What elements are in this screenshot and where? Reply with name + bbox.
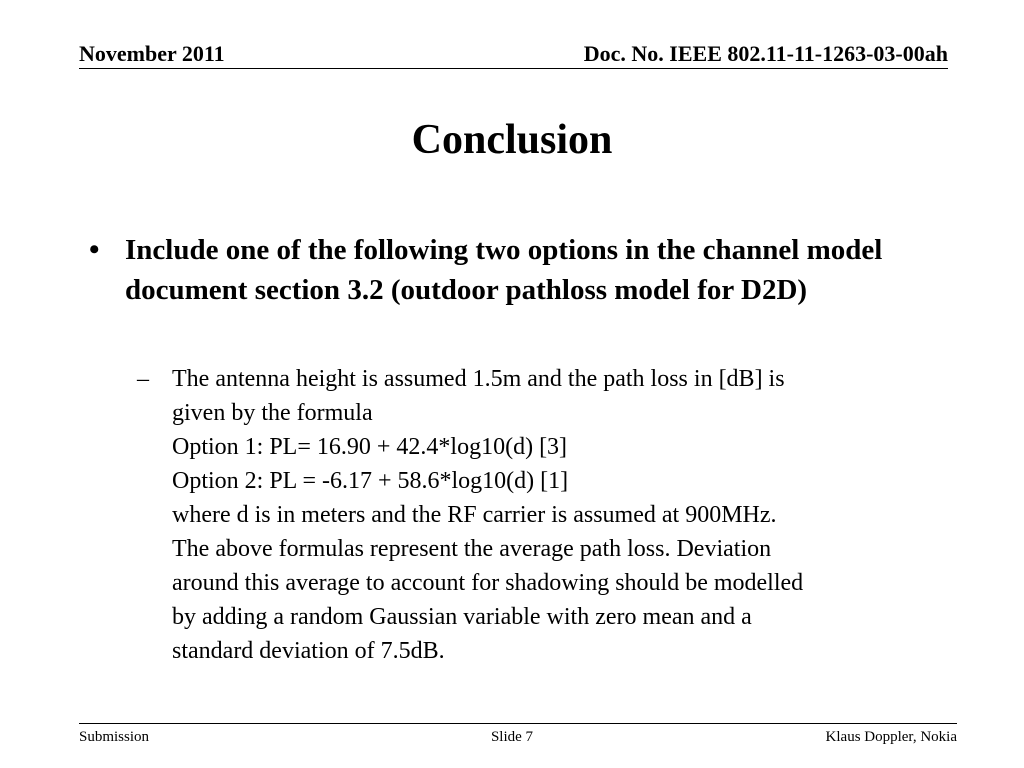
sub-bullet-line: by adding a random Gaussian variable with zero mean and a [172, 604, 752, 630]
footer-submission: Submission [79, 729, 150, 745]
option-1-formula: Option 1: PL= 16.90 + 42.4*log10(d) [3] [172, 434, 568, 460]
header-divider [79, 68, 948, 69]
sub-bullet-line: The above formulas represent the average path loss. Deviation [172, 536, 772, 562]
sub-bullet-line: standard deviation of 7.5dB. [172, 638, 445, 664]
sub-bullet-item [133, 362, 933, 668]
sub-bullet-line: where d is in meters and the RF carrier is assumed at 900MHz. [172, 502, 777, 528]
footer-author: Klaus Doppler, Nokia [825, 729, 957, 745]
footer-slide-number: Slide 7 [490, 729, 534, 745]
main-bullet-item [83, 230, 933, 310]
header-doc-number: Doc. No. IEEE 802.11-11-1263-03-00ah [583, 41, 948, 66]
bullet-icon: • [89, 233, 100, 266]
sub-bullet-line: around this average to account for shadowing should be modelled [172, 570, 804, 596]
main-bullet-text: Include one of the following two options in the channel model document section 3.2 (outdoor pathloss model for D2D) [125, 234, 883, 306]
sub-bullet-line: given by the formula [172, 400, 373, 426]
slide-title: Conclusion [411, 117, 613, 163]
sub-bullet-line: The antenna height is assumed 1.5m and the path loss in [dB] is [172, 366, 785, 392]
header-date: November 2011 [79, 41, 225, 66]
dash-icon: – [137, 366, 149, 392]
sub-bullet-body [172, 362, 933, 668]
option-2-formula: Option 2: PL = -6.17 + 58.6*log10(d) [1] [172, 468, 569, 494]
footer-divider [79, 723, 957, 724]
